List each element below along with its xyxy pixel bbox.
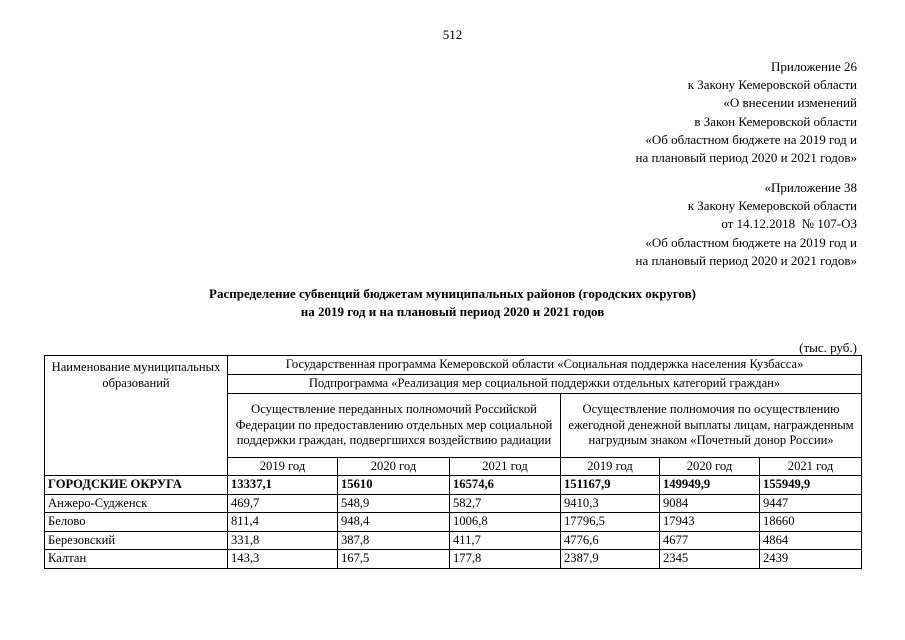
year-header: 2019 год <box>561 458 660 476</box>
appendix-line: «Об областном бюджете на 2019 год и <box>645 234 857 250</box>
cell-value: 2345 <box>660 550 760 569</box>
appendix-line: на плановый период 2020 и 2021 годов» <box>635 150 857 166</box>
cell-value: 9447 <box>760 494 862 513</box>
title-line: на 2019 год и на плановый период 2020 и 2021 годов <box>300 304 605 319</box>
cell-value: 4677 <box>660 531 760 550</box>
appendix-line: к Закону Кемеровской области <box>687 198 857 214</box>
cell-value: 18660 <box>760 513 862 532</box>
table-row <box>45 550 862 569</box>
year-header: 2021 год <box>760 458 862 476</box>
cell-value: 9084 <box>660 494 760 513</box>
year-header: 2021 год <box>450 458 561 476</box>
year-header: 2020 год <box>660 458 760 476</box>
appendix-line: «Приложение 38 <box>764 180 857 195</box>
cell-value: 149949,9 <box>660 476 760 495</box>
cell-value: 387,8 <box>338 531 450 550</box>
subprogram-header: Подпрограмма «Реализация мер социальной поддержки отдельных категорий граждан» <box>228 375 862 394</box>
cell-value: 4864 <box>760 531 862 550</box>
appendix-line: от 14.12.2018 № 107-ОЗ <box>721 216 857 232</box>
title-line: Распределение субвенций бюджетам муниципальных районов (городских округов) <box>209 286 696 301</box>
row-name: Калтан <box>45 550 228 569</box>
cell-value: 2387,9 <box>561 550 660 569</box>
cell-value: 17943 <box>660 513 760 532</box>
cell-value: 2439 <box>760 550 862 569</box>
cell-value: 167,5 <box>338 550 450 569</box>
cell-value: 582,7 <box>450 494 561 513</box>
cell-value: 948,4 <box>338 513 450 532</box>
appendix-38-block <box>636 179 858 270</box>
row-name: Белово <box>45 513 228 532</box>
cell-value: 155949,9 <box>760 476 862 495</box>
cell-value: 1006,8 <box>450 513 561 532</box>
row-name: Березовский <box>45 531 228 550</box>
table-row <box>45 513 862 532</box>
appendix-line: в Закон Кемеровской области <box>694 113 857 129</box>
cell-value: 811,4 <box>228 513 338 532</box>
name-column-header: Наименование муниципальных образований <box>45 356 228 476</box>
cell-value: 469,7 <box>228 494 338 513</box>
cell-value: 13337,1 <box>228 476 338 495</box>
table-row <box>45 531 862 550</box>
units-label: (тыс. руб.) <box>799 340 857 355</box>
cell-value: 9410,3 <box>561 494 660 513</box>
cell-value: 4776,6 <box>561 531 660 550</box>
cell-value: 411,7 <box>450 531 561 550</box>
program-header: Государственная программа Кемеровской области «Социальная поддержка населения Кузбасса» <box>228 356 862 375</box>
year-header: 2019 год <box>228 458 338 476</box>
table-row <box>45 494 862 513</box>
page-number: 512 <box>442 27 463 42</box>
appendix-26-block <box>636 58 858 167</box>
row-name: Анжеро-Судженск <box>45 494 228 513</box>
cell-value: 17796,5 <box>561 513 660 532</box>
cell-value: 16574,6 <box>450 476 561 495</box>
measure-donor-header: Осуществление полномочия по осуществлению ежегодной денежной выплаты лицам, награжденным нагрудным знаком «Почетный донор России» <box>561 394 862 458</box>
table-row <box>45 476 862 495</box>
document-title <box>0 285 905 321</box>
measure-radiation-header: Осуществление переданных полномочий Российской Федерации по предоставлению отдельных мер социальной поддержки граждан, подвергшихся воздействию радиации <box>228 394 561 458</box>
appendix-line: «Об областном бюджете на 2019 год и <box>645 131 857 147</box>
appendix-line: «О внесении изменений <box>723 95 857 111</box>
cell-value: 15610 <box>338 476 450 495</box>
appendix-line: к Закону Кемеровской области <box>687 77 857 93</box>
cell-value: 331,8 <box>228 531 338 550</box>
year-header: 2020 год <box>338 458 450 476</box>
appendix-line: на плановый период 2020 и 2021 годов» <box>635 252 857 268</box>
subventions-table <box>44 355 862 569</box>
cell-value: 143,3 <box>228 550 338 569</box>
appendix-line: Приложение 26 <box>770 59 857 74</box>
row-name: ГОРОДСКИЕ ОКРУГА <box>45 476 228 495</box>
cell-value: 548,9 <box>338 494 450 513</box>
cell-value: 177,8 <box>450 550 561 569</box>
cell-value: 151167,9 <box>561 476 660 495</box>
